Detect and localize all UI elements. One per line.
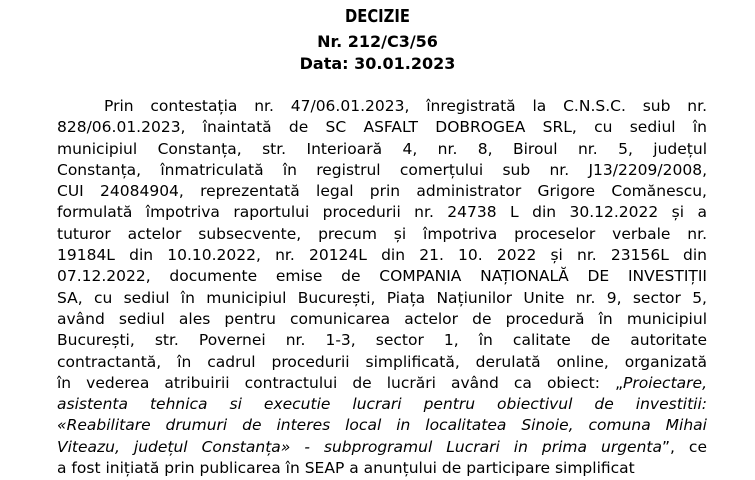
decision-number: Nr. 212/C3/56 (317, 32, 438, 51)
body-line: având sediul ales pentru comunicarea actelor de procedură în municipiul (57, 309, 707, 328)
body-text: în vederea atribuirii contractului de lucrări având ca obiect: „ (57, 373, 624, 392)
body-line: Prin contestația nr. 47/06.01.2023, înregistrată la C.N.S.C. sub nr. (104, 97, 707, 115)
body-line: Constanța, înmatriculată în registrul comerțului sub nr. J13/2209/2008, (57, 160, 707, 179)
body-line: 07.12.2022, documente emise de COMPANIA NAȚIONALĂ DE INVESTIȚII (57, 267, 707, 286)
body-line (57, 373, 707, 394)
body-line: municipiul Constanța, str. Interioară 4, nr. 8, Biroul nr. 5, județul (57, 139, 707, 158)
body-line: 19184L din 10.10.2022, nr. 20124L din 21. 10. 2022 și nr. 23156L din (57, 246, 707, 265)
body-line: tuturor actelor subsecvente, precum și împotriva proceselor verbale nr. (57, 224, 707, 243)
body-line: CUI 24084904, reprezentată legal prin administrator Grigore Comănescu, (57, 182, 707, 201)
body-text: ”, ce (661, 437, 707, 456)
body-line: formulată împotriva raportului procedurii nr. 24738 L din 30.12.2022 și a (57, 203, 707, 222)
document-title: DECIZIE (345, 6, 410, 27)
body-line: 828/06.01.2023, înaintată de SC ASFALT DOBROGEA SRL, cu sediul în (57, 118, 707, 137)
body-line: asistenta tehnica si executie lucrari pentru obiectivul de investitii: (57, 395, 707, 414)
body-line: contractantă, în cadrul procedurii simplificată, derulată online, organizată (57, 352, 707, 371)
body-text-italic: Viteazu, județul Constanța» - subprogramul Lucrari in prima urgenta (57, 437, 662, 456)
body-line: București, str. Povernei nr. 1-3, sector 1, în calitate de autoritate (57, 331, 707, 350)
body-paragraph (57, 96, 707, 479)
decision-date: Data: 30.01.2023 (299, 54, 456, 73)
body-line: «Reabilitare drumuri de interes local in localitatea Sinoie, comuna Mihai (57, 416, 707, 435)
body-line: SA, cu sediul în municipiul București, Piața Națiunilor Unite nr. 9, sector 5, (57, 288, 707, 307)
body-text-italic: Proiectare, (623, 373, 707, 392)
body-line (57, 437, 707, 458)
body-line: a fost inițiată prin publicarea în SEAP a anunțului de participare simplificat (57, 459, 635, 478)
